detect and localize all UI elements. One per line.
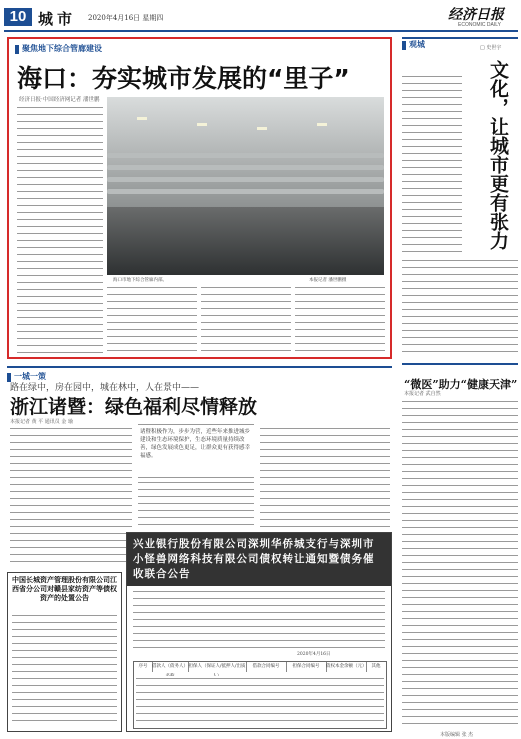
pipe-icon — [107, 153, 384, 158]
lead-byline: 经济日报·中国经济网记者 潘世鹏 — [19, 97, 100, 103]
page-number: 10 — [4, 8, 32, 26]
story2-pull-quote — [138, 424, 254, 478]
page-editor-credit: 本版编辑 张 杰 — [440, 732, 474, 738]
ad-notice-2-date: 2020年4月16日 — [297, 652, 331, 657]
lead-body-column-2 — [107, 285, 197, 355]
tunnel-floor — [107, 207, 384, 275]
story2-body-column-1 — [10, 426, 132, 568]
tunnel-light-icon — [257, 127, 267, 130]
ad-notice-2-title: 兴业银行股份有限公司深圳华侨城支行与深圳市小怪兽网络科技有限公司债权转让通知暨债务催收联合公告 — [127, 533, 391, 586]
table-row — [136, 676, 384, 724]
lead-body-column-4 — [295, 285, 385, 355]
story2-pull-quote-text: 诸暨积极作为，步步为营，近些年来推进城乡建设和生态环境保护，生态环境质量持续改善，绿色发展成色更足，让群众更有获得感幸福感。 — [140, 429, 251, 459]
right-column-2-body — [402, 399, 518, 729]
story2-kicker-text: 一城一策 — [14, 371, 46, 381]
ad-notice-1[interactable] — [7, 572, 122, 732]
table-header: 借款合同编号 — [246, 662, 287, 672]
right-column-2-headline[interactable]: “微医”助力“健康天津” — [404, 378, 518, 391]
story2-headline[interactable]: 浙江诸暨：绿色福利尽情释放 — [10, 396, 258, 418]
table-header: 债权本金余额（元） — [326, 662, 367, 672]
lead-headline[interactable]: 海口：夯实城市发展的“里子” — [17, 64, 350, 93]
right-column-author: □ 史世宇 — [480, 45, 502, 51]
kicker-bar-icon — [15, 45, 19, 54]
pipe-icon — [107, 165, 384, 170]
lead-body-column-3 — [201, 285, 291, 355]
section-name: 城市 — [38, 10, 77, 28]
right-column-2-byline: 本报记者 武自然 — [404, 391, 441, 397]
story2-body-column-2 — [138, 480, 254, 528]
lead-story[interactable] — [7, 37, 392, 359]
right-column-body — [402, 74, 462, 254]
lead-photo[interactable] — [107, 97, 384, 275]
masthead-rule — [4, 30, 518, 32]
right-column-headline[interactable]: 文化，让城市更有张力 — [487, 60, 509, 250]
right-column-body-2 — [402, 258, 518, 358]
story2-body-column-3 — [260, 426, 390, 528]
ad-notice-2-body — [133, 589, 385, 649]
table-header: 其他 — [371, 664, 381, 669]
story2-subtitle: 路在绿中，房在园中，城在林中，人在景中—— — [10, 383, 200, 393]
newspaper-logo: 经济日报 — [448, 7, 504, 23]
table-header: 担保合同编号 — [286, 662, 327, 672]
tunnel-light-icon — [197, 123, 207, 126]
ad-notice-1-title: 中国长城资产管理股份有限公司江西省分公司对赣县家纺资产等债权资产的处置公告 — [12, 575, 117, 602]
tunnel-light-icon — [137, 117, 147, 120]
newspaper-logo-en: ECONOMIC DAILY — [458, 22, 501, 28]
pipe-icon — [107, 177, 384, 182]
table-header: 序号 — [134, 662, 153, 672]
ad-notice-2[interactable] — [126, 532, 392, 732]
table-header: 担保人（保证人/抵押人/出质 — [188, 662, 247, 672]
story2-byline: 本报记者 黄 平 通讯员 金 瑜 — [10, 419, 73, 425]
right-column-kicker-text: 观城 — [409, 39, 425, 49]
lead-body-column-1 — [17, 105, 103, 355]
photo-credit: 本报记者 潘世鹏摄 — [309, 278, 347, 283]
masthead — [0, 0, 521, 30]
ad-notice-1-body — [12, 613, 117, 725]
lead-kicker-text: 聚焦地下综合管廊建设 — [22, 43, 102, 53]
pipe-icon — [107, 189, 384, 194]
right-column-2-rule — [402, 363, 518, 365]
ad-notice-2-table — [133, 661, 387, 729]
table-header: 借款人（债务人） — [152, 662, 189, 672]
kicker-bar-icon — [402, 41, 406, 50]
lead-kicker — [15, 43, 102, 54]
publication-date: 2020年4月16日 星期四 — [88, 14, 164, 22]
photo-caption: 海口市地下综合管廊内部。 — [113, 278, 167, 283]
tunnel-light-icon — [317, 123, 327, 126]
